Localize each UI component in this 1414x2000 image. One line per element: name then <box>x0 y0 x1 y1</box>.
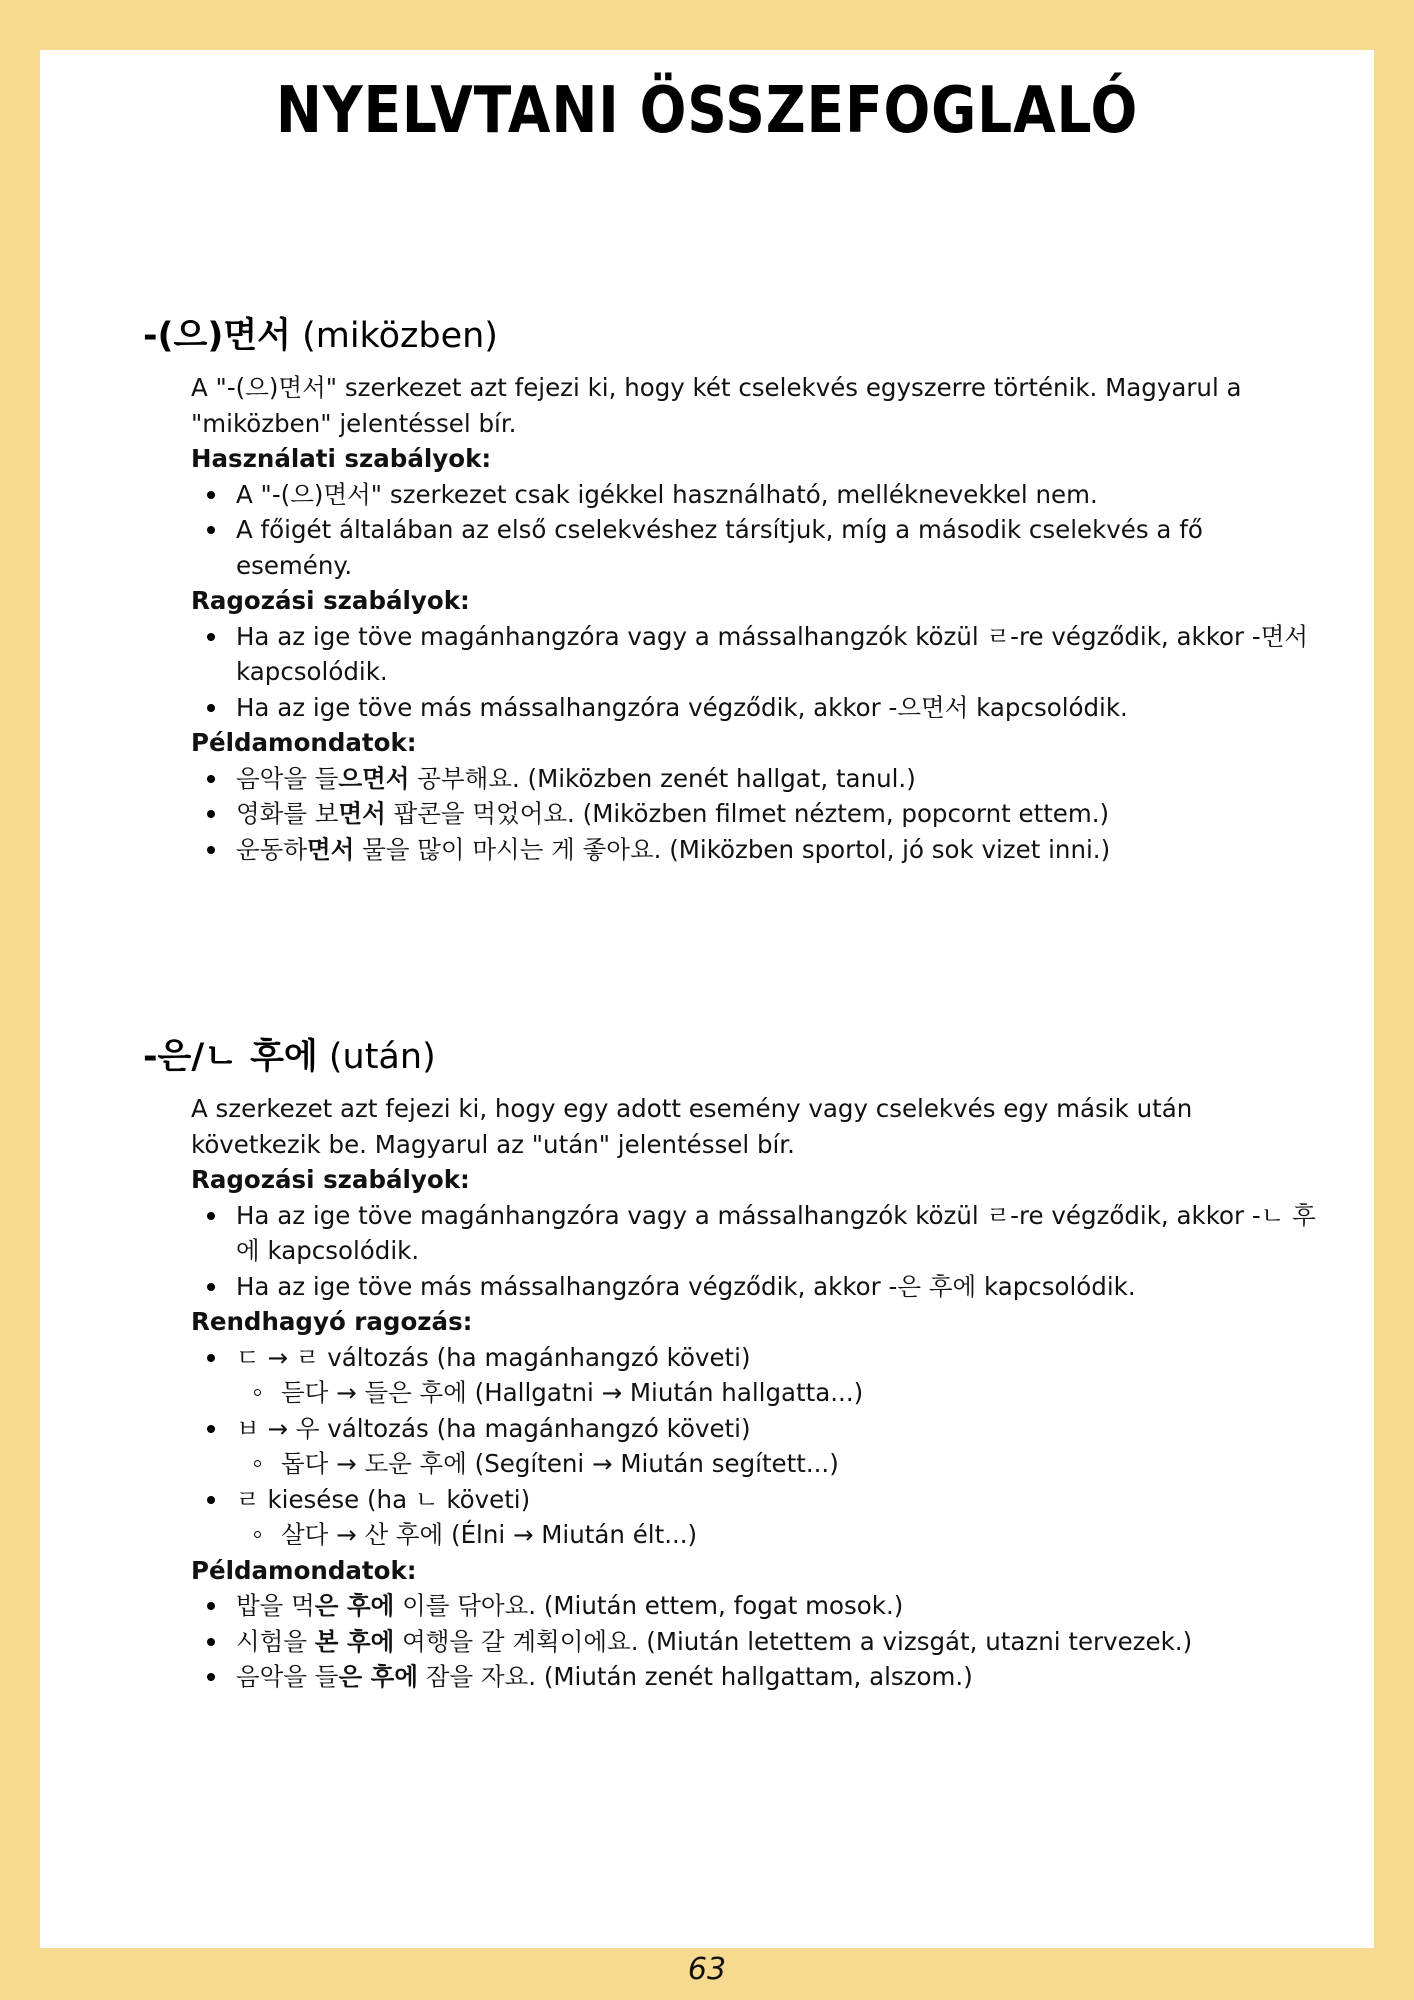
example-bold: 본 후에 <box>314 1626 395 1656</box>
sub-list <box>236 1446 1324 1482</box>
example-text: 이를 닦아요. (Miután ettem, fogat mosok.) <box>394 1591 904 1620</box>
heading-meaning: (után) <box>317 1037 436 1077</box>
example-bold: 은 후에 <box>338 1662 418 1691</box>
sub-list-item: 살다 → 산 후에 (Élni → Miután élt...) <box>281 1517 1324 1553</box>
example-text: 음악을 들 <box>236 1662 339 1691</box>
list-item <box>236 1411 1324 1482</box>
example-item <box>236 832 1324 868</box>
example-bold: 은 후에 <box>314 1591 395 1620</box>
usage-label: Használati szabályok: <box>191 444 492 473</box>
examples-list <box>191 761 1324 868</box>
conjugation-list <box>191 1198 1324 1305</box>
list-item: Ha az ige töve más mássalhangzóra végződik, akkor -으면서 kapcsolódik. <box>236 690 1324 726</box>
example-item <box>236 1588 1324 1624</box>
example-text: 여행을 갈 계획이에요. (Miután letettem a vizsgát, utazni tervezek.) <box>394 1626 1193 1656</box>
list-item <box>236 1482 1324 1553</box>
example-text: 팝콘을 먹었어요. (Miközben filmet néztem, popcornt ettem.) <box>385 799 1110 828</box>
example-item <box>236 1659 1324 1695</box>
examples-label: Példamondatok: <box>191 1555 417 1585</box>
section-body <box>191 1091 1324 1695</box>
list-item: A "-(으)면서" szerkezet csak igékkel használható, melléknevekkel nem. <box>236 477 1324 513</box>
example-bold: 면서 <box>307 834 355 864</box>
section-hue <box>144 1033 1324 1695</box>
example-item <box>236 796 1324 832</box>
irregular-list <box>191 1340 1324 1553</box>
conjugation-label: Ragozási szabályok: <box>191 1165 470 1194</box>
page-number: 63 <box>687 1952 727 1987</box>
sub-list-item: 돕다 → 도운 후에 (Segíteni → Miután segített...) <box>281 1446 1324 1482</box>
sub-list <box>236 1517 1324 1553</box>
list-item: Ha az ige töve más mássalhangzóra végződik, akkor -은 후에 kapcsolódik. <box>236 1269 1324 1305</box>
list-item: Ha az ige töve magánhangzóra vagy a mássalhangzók közül ㄹ-re végződik, akkor -ㄴ 후에 kapcsolódik. <box>236 1198 1324 1269</box>
page <box>40 50 1374 1948</box>
list-item: A főigét általában az első cselekvéshez társítjuk, míg a második cselekvés a fő esemény. <box>236 512 1324 583</box>
example-text: 물을 많이 마시는 게 좋아요. (Miközben sportol, jó sok vizet inni.) <box>354 834 1111 864</box>
heading-meaning: (miközben) <box>290 316 498 356</box>
section-meonseo <box>144 312 1324 867</box>
section-heading <box>143 1033 1324 1081</box>
intro-text: A "-(으)면서" szerkezet azt fejezi ki, hogy két cselekvés egyszerre történik. Magyarul a "miközben" jelentéssel bír. <box>191 373 1242 438</box>
page-title: NYELVTANI ÖSSZEFOGLALÓ <box>275 74 1139 148</box>
irregular-rule: ㄹ kiesése (ha ㄴ követi) <box>236 1484 531 1514</box>
irregular-rule: ㄷ → ㄹ változás (ha magánhangzó követi) <box>236 1342 751 1372</box>
example-text: 잠을 자요. (Miután zenét hallgattam, alszom.) <box>418 1662 973 1691</box>
examples-label: Példamondatok: <box>191 728 417 757</box>
sub-list-item: 듣다 → 들은 후에 (Hallgatni → Miután hallgatta...) <box>281 1375 1324 1411</box>
example-text: 밥을 먹 <box>236 1591 315 1620</box>
example-item <box>236 1624 1324 1660</box>
example-item <box>236 761 1324 797</box>
irregular-rule: ㅂ → 우 változás (ha magánhangzó követi) <box>236 1413 751 1443</box>
conjugation-list <box>191 619 1324 726</box>
example-bold: 으면서 <box>338 763 410 793</box>
example-text: 운동하 <box>236 834 308 864</box>
section-body <box>191 370 1324 867</box>
example-text: 시험을 <box>236 1626 315 1656</box>
section-heading <box>143 312 1324 360</box>
example-text: 음악을 들 <box>236 763 339 793</box>
example-text: 영화를 보 <box>236 799 339 828</box>
irregular-label: Rendhagyó ragozás: <box>191 1307 473 1336</box>
list-item <box>236 1340 1324 1411</box>
heading-hangul: -(으)면서 <box>143 316 291 356</box>
conjugation-label: Ragozási szabályok: <box>191 586 470 615</box>
examples-list <box>191 1588 1324 1695</box>
example-bold: 면서 <box>338 799 386 828</box>
intro-text: A szerkezet azt fejezi ki, hogy egy adott esemény vagy cselekvés egy másik után következik be. Magyarul az "után" jelentéssel bír. <box>191 1094 1193 1159</box>
usage-list <box>191 477 1324 584</box>
list-item: Ha az ige töve magánhangzóra vagy a mássalhangzók közül ㄹ-re végződik, akkor -면서 kapcsolódik. <box>236 619 1324 690</box>
sub-list <box>236 1375 1324 1411</box>
heading-hangul: -은/ㄴ 후에 <box>143 1037 318 1077</box>
example-text: 공부해요. (Miközben zenét hallgat, tanul.) <box>409 763 916 793</box>
